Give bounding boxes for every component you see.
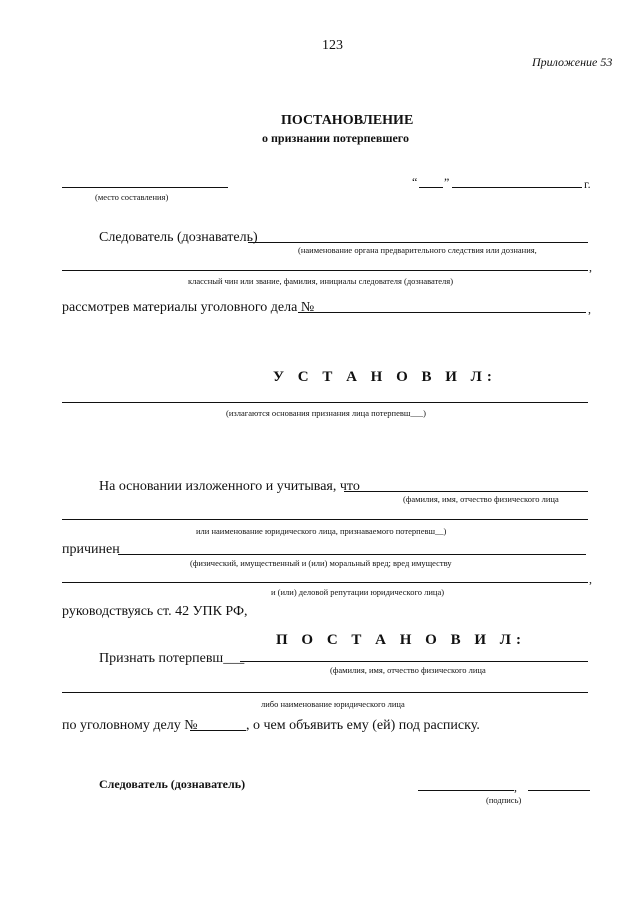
signature-comma: , — [514, 780, 517, 794]
investigator-comma: , — [589, 260, 592, 274]
signature-name-field[interactable] — [528, 790, 590, 791]
basis-person-field[interactable] — [344, 491, 588, 492]
signature-caption: (подпись) — [486, 795, 522, 805]
basis-caption-1: (фамилия, имя, отчество физического лица — [403, 494, 559, 504]
basis-caption-3: (физический, имущественный и (или) моральный вред; вред имуществу — [190, 558, 452, 568]
document-subtitle: о признании потерпевшего — [262, 131, 409, 145]
signature-field[interactable] — [418, 790, 514, 791]
announce-text: , о чем объявить ему (ей) под расписку. — [246, 718, 480, 733]
established-caption: (излагаются основания признания лица потерпевш___) — [226, 408, 426, 418]
victim-name-field[interactable] — [240, 661, 588, 662]
place-field[interactable] — [62, 187, 228, 188]
page-number: 123 — [322, 38, 343, 53]
case-number-label: по уголовному делу № — [62, 718, 198, 733]
victim-entity-field[interactable] — [62, 692, 588, 693]
harm-detail-field[interactable] — [62, 582, 588, 583]
resolved-heading: П О С Т А Н О В И Л: — [276, 632, 526, 648]
date-month-year-field[interactable] — [452, 187, 582, 188]
caused-label: причинен — [62, 542, 120, 557]
resolved-caption-2: либо наименование юридического лица — [261, 699, 405, 709]
case-materials-label: рассмотрев материалы уголовного дела № — [62, 300, 315, 315]
resolved-case-number-field[interactable] — [190, 730, 246, 731]
appendix-label: Приложение 53 — [532, 55, 613, 69]
harm-type-field[interactable] — [118, 554, 586, 555]
case-number-field[interactable] — [298, 312, 586, 313]
date-quote-open: “ — [412, 175, 418, 189]
year-suffix: г. — [584, 177, 591, 191]
place-caption: (место составления) — [95, 192, 169, 202]
basis-caption-4: и (или) деловой репутации юридического лица) — [271, 587, 445, 597]
basis-caption-2: или наименование юридического лица, признаваемого потерпевш__) — [196, 526, 447, 536]
investigator-label: Следователь (дознаватель) — [99, 230, 258, 245]
resolved-caption-1: (фамилия, имя, отчество физического лица — [330, 665, 486, 675]
case-comma: , — [588, 302, 591, 316]
investigator-caption-1: (наименование органа предварительного следствия или дознания, — [298, 245, 537, 255]
recognize-label: Признать потерпевш___ — [99, 651, 245, 666]
date-day-field[interactable] — [419, 187, 443, 188]
harm-comma: , — [589, 572, 592, 586]
document-title: ПОСТАНОВЛЕНИЕ — [281, 113, 414, 128]
established-heading: У С Т А Н О В И Л: — [273, 369, 497, 385]
basis-entity-field[interactable] — [62, 519, 588, 520]
date-quote-close: ” — [444, 175, 450, 189]
established-grounds-field[interactable] — [62, 402, 588, 403]
guided-by-label: руководствуясь ст. 42 УПК РФ, — [62, 604, 248, 619]
investigator-name-field[interactable] — [62, 270, 588, 271]
investigator-caption-2: классный чин или звание, фамилия, инициалы следователя (дознавателя) — [188, 276, 454, 286]
investigator-organ-field[interactable] — [248, 242, 588, 243]
signature-label: Следователь (дознаватель) — [99, 777, 246, 791]
basis-label: На основании изложенного и учитывая, что — [99, 479, 360, 494]
